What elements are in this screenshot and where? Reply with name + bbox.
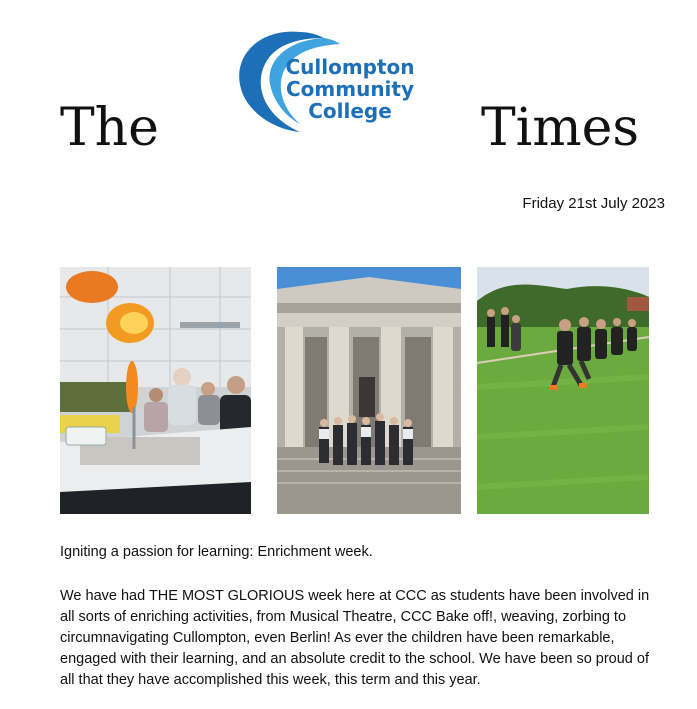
science-flame-demo-photo bbox=[60, 267, 251, 514]
college-logo bbox=[228, 26, 438, 136]
logo-line-2: Community bbox=[285, 77, 415, 101]
logo-text bbox=[260, 56, 440, 122]
tug-of-war-field-photo bbox=[477, 267, 649, 514]
masthead-word-times: Times bbox=[481, 98, 640, 158]
issue-date: Friday 21st July 2023 bbox=[522, 195, 665, 212]
masthead-word-the: The bbox=[60, 98, 159, 158]
logo-line-1: Cullompton bbox=[285, 55, 415, 79]
group-museum-columns-photo bbox=[277, 267, 461, 514]
article-headline: Igniting a passion for learning: Enrichment week. bbox=[60, 544, 373, 560]
logo-line-3: College bbox=[308, 99, 392, 123]
article-body: We have had THE MOST GLORIOUS week here at CCC as students have been involved in all sorts of enriching activities, from Musical Theatre, CCC Bake off!, weaving, zorbing to circumnavigating Cullompton, even Berlin! As ever the children have been remarkable, engaged with their learning, and an absolute credit to the school. We have been so proud of all that they have accomplished this week, this term and this year. bbox=[60, 588, 650, 688]
